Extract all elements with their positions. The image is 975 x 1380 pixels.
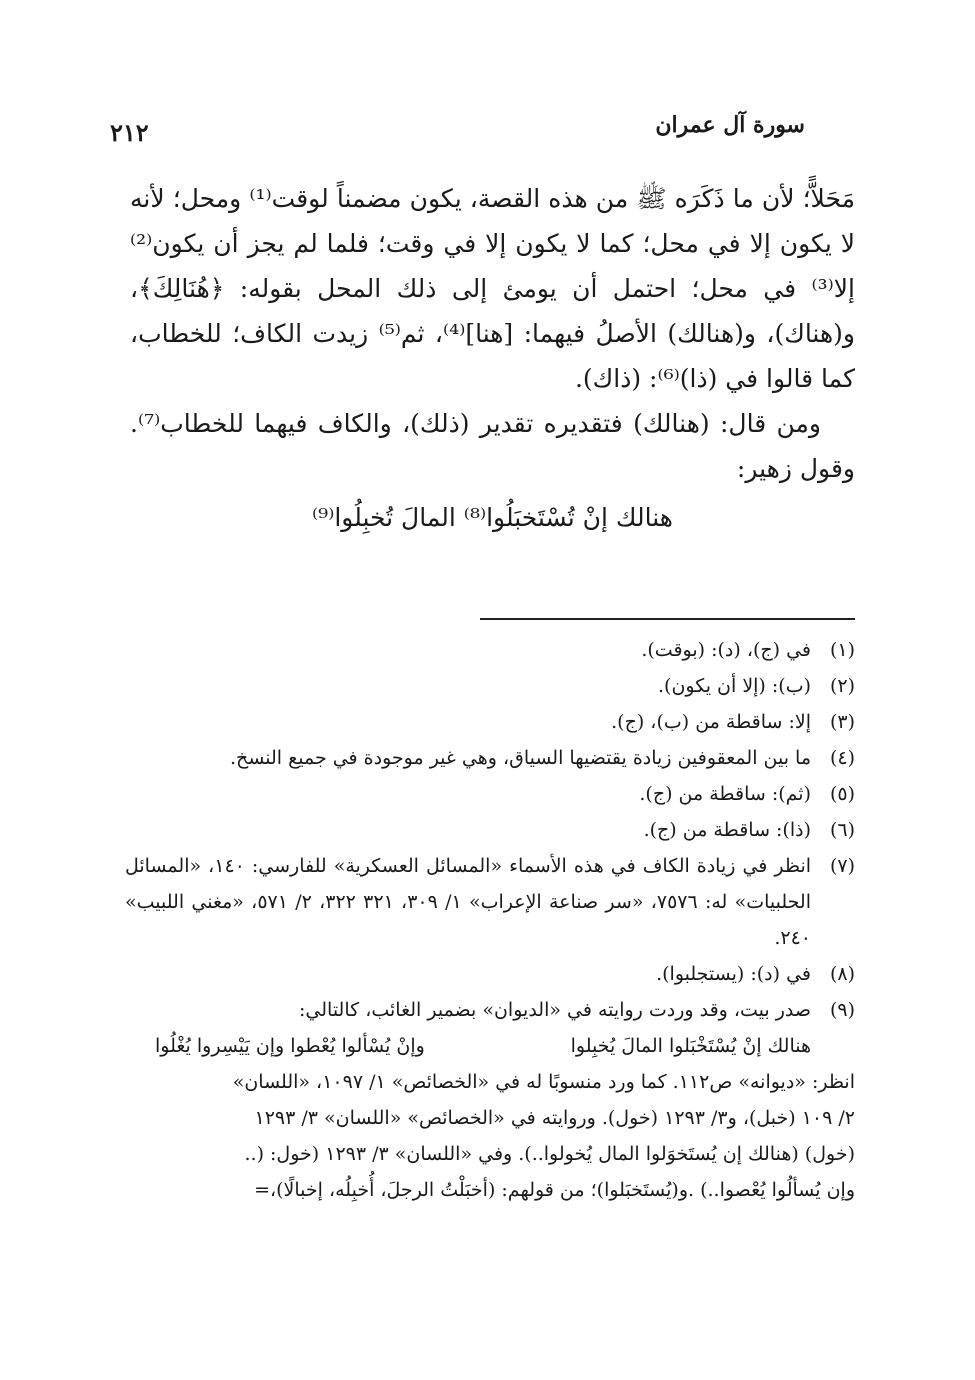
footnote-9 — [125, 992, 855, 1064]
footnote-number: (٤) — [829, 747, 855, 769]
paragraph: مَحَلاًّ؛ لأن ما ذَكَرَه ﷺ من هذه القصة، يكون مضمناً لوقت⁽¹⁾ ومحل؛ لأنه لا يكون إلا في محل؛ كما لا يكون إلا في وقت؛ فلما لم يجز أن يكون⁽²⁾ إلا⁽³⁾ في محل؛ احتمل أن يومئ إلى ذلك المحل بقوله: ﴿هُنَالِكَ﴾، و(هناك)، و(هنالك) الأصلُ فيهما: [هنا]⁽⁴⁾، ثم⁽⁵⁾ زيدت الكاف؛ للخطاب، كما قالوا في (ذا)⁽⁶⁾: (ذاك). — [130, 184, 855, 393]
footnote-number: (٧) — [829, 855, 855, 877]
reference-line: انظر: «ديوانه» ص١١٢. كما ورد منسوبًا له في «الخصائص» ١/ ١٠٩٧، «اللسان» — [232, 1071, 855, 1093]
reference-line: (خول) (هنالك إن يُستَخوَلوا المال يُخولوا..). وفي «اللسان» ٣/ ١٢٩٣ (خول: (.. — [244, 1143, 855, 1165]
footnote-4 — [125, 740, 855, 776]
reference-line: وإن يُسألُوا يُعْصوا..) .و(يُستَخبَلوا)؛ من قولهم: (أخبَلْتُ الرجلَ، أُخبِلُه، إخبالًا)،= — [254, 1179, 855, 1201]
reference-line: ٢/ ١٠٩ (خبل)، و٣/ ١٢٩٣ (خول). وروايته في «الخصائص» «اللسان» ٣/ ١٢٩٣ — [254, 1107, 855, 1129]
footnote-text: انظر في زيادة الكاف في هذه الأسماء «المسائل العسكرية» للفارسي: ١٤٠، «المسائل الحلبيات» له: ٧٥٧٦، «سر صناعة الإعراب» ١/ ٣٠٩، ٣٢١ ٣٢٢، ٢/ ٥٧١، «مغني اللبيب» ٢٤٠. — [125, 855, 812, 949]
footnote-number: (١) — [829, 639, 855, 661]
footnote-intro: صدر بيت، وقد وردت روايته في «الديوان» بضمير الغائب، كالتالي: — [299, 999, 811, 1021]
footnote-text: ما بين المعقوفين زيادة يقتضيها السياق، وهي غير موجودة في جميع النسخ. — [230, 747, 811, 769]
footnote-3 — [125, 704, 855, 740]
footnotes — [125, 632, 855, 1208]
poem-second-hemistich: وإنْ يُسْألوا يُعْطوا وإن يَيْسِروا يُغْلُوا — [155, 1035, 425, 1057]
page-header — [110, 112, 805, 152]
footnote-number: (٣) — [829, 711, 855, 733]
footnote-8 — [125, 956, 855, 992]
footnote-5 — [125, 776, 855, 812]
footnote-text: في (د): (يستجلبوا). — [656, 963, 811, 985]
poetry-verse: هنالك إنْ تُسْتَخبَلُوا⁽⁸⁾ المالَ تُخبِلُوا⁽⁹⁾ — [312, 503, 673, 532]
footnote-text: في (ج)، (د): (بوقت). — [641, 639, 811, 661]
footnote-text: (ثم): ساقطة من (ج). — [639, 783, 811, 805]
footnote-number: (٩) — [829, 999, 855, 1021]
footnote-number: (٨) — [829, 963, 855, 985]
poem-line — [125, 1028, 811, 1064]
poem-first-hemistich: هنالك إنْ يُسْتَخْبَلوا المالَ يُخبِلوا — [570, 1035, 811, 1057]
main-text — [130, 176, 855, 540]
footnote-number: (٥) — [829, 783, 855, 805]
surah-title: سورة آل عمران — [655, 112, 805, 138]
paragraph: ومن قال: (هنالك) فتقديره تقدير (ذلك)، والكاف فيهما للخطاب⁽⁷⁾. وقول زهير: — [130, 409, 855, 483]
footnote-text — [125, 992, 811, 1064]
footnote-text: إلا: ساقطة من (ب)، (ج). — [611, 711, 811, 733]
footnote-6 — [125, 812, 855, 848]
footnote-number: (٢) — [829, 675, 855, 697]
footnote-number: (٦) — [829, 819, 855, 841]
footnote-text: (ذا): ساقطة من (ج). — [643, 819, 811, 841]
footnote-1 — [125, 632, 855, 668]
footnote-divider — [480, 618, 855, 620]
footnote-2 — [125, 668, 855, 704]
page-number: ٢١٢ — [110, 118, 149, 147]
footnote-text: (ب): (إلا أن يكون). — [658, 675, 811, 697]
footnote-references — [125, 1064, 855, 1208]
footnote-7 — [125, 848, 855, 956]
